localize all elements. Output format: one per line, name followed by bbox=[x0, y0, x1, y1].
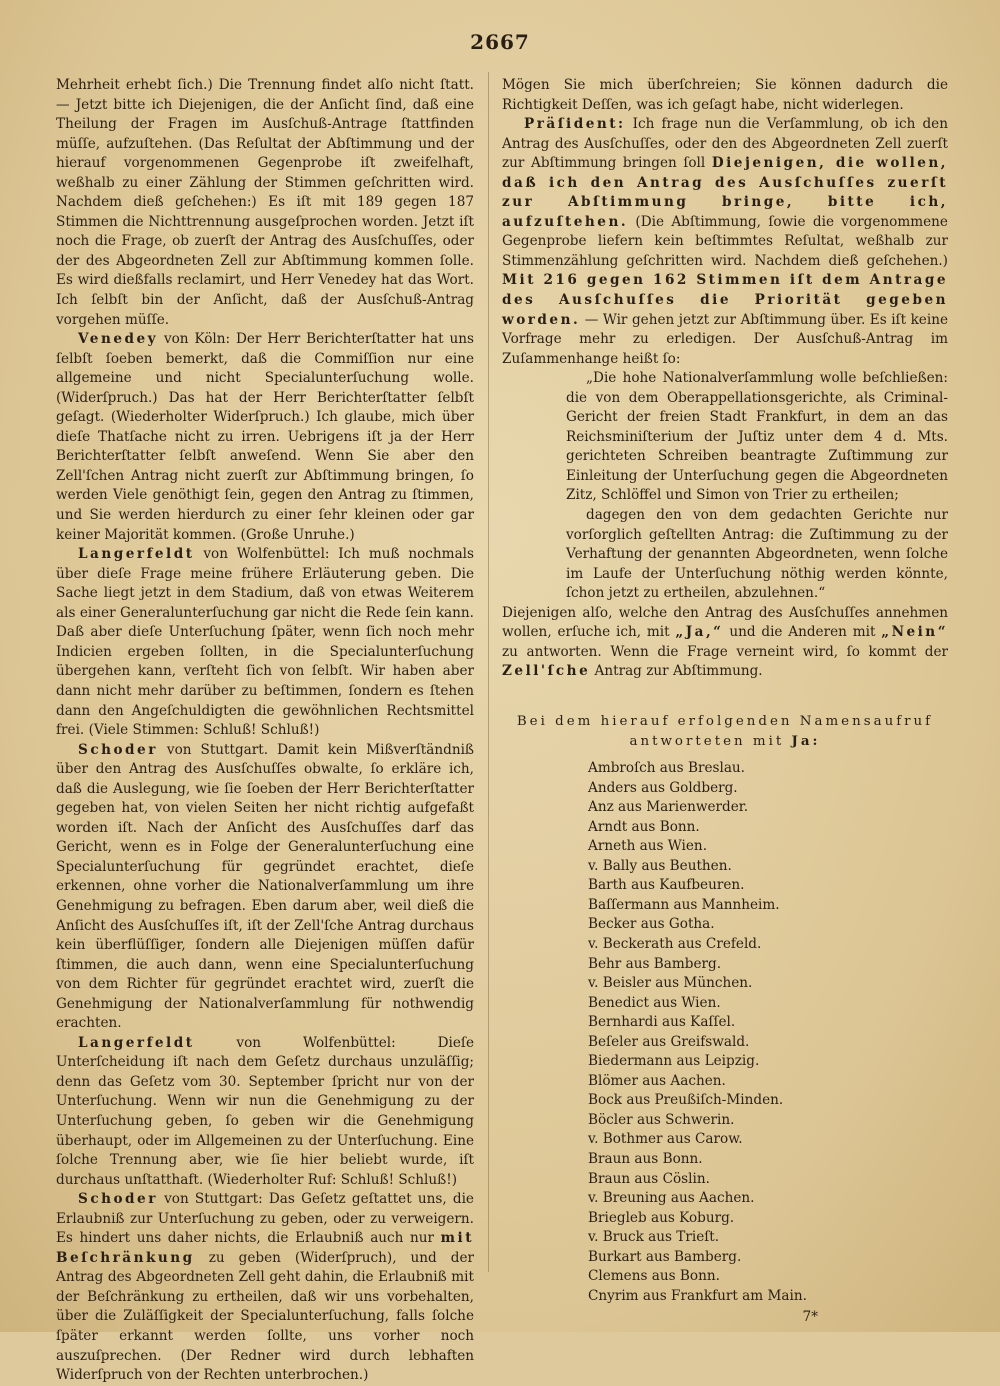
speech-text: von Stuttgart. Damit kein Mißverſtändniß über den Antrag des Ausſchuſſes obwalte, ſo erkläre ich, daß die Auslegung, wie ſie ſoeben der Herr Berichterſtatter gegeben hat, von vielen Seiten her nicht richtig aufgefaßt worden iſt. Nach der Anſicht des Ausſchuſſes darf das Gericht, wenn es in Folge der Generalunterſuchung eine Specialunterſuchung für gegründet erachtet, dieſe erkennen, ohne vorher die Nationalverſammlung um ihre Genehmigung zu befragen. Eben darum aber, weil dieß die Anſicht des Ausſchuſſes iſt, iſt der Zell'ſche Antrag durchaus kein überflüſſiger, ſondern alle Diejenigen müſſen dafür ſtimmen, die auch dann, wenn eine Specialunterſuchung von dem Richter für gegründet erachtet wird, zuerſt die Genehmigung der Nationalverſammlung für nothwendig erachten. bbox=[56, 741, 474, 1032]
speech-text: von Köln: Der Herr Berichterſtatter hat uns ſelbſt ſoeben bemerkt, daß die Commiſſion nur eine allgemeine und nicht Specialunterſuchung wolle. (Widerſpruch.) Das hat der Herr Berichterſtatter ſelbſt geſagt. (Wiederholter Widerſpruch.) Ich glaube, mich über dieſe Thatſache nicht zu irren. Uebrigens iſt ja der Herr Berichterſtatter ſelbſt anweſend. Wenn Sie aber den Zell'ſchen Antrag nicht zuerſt zur Abſtimmung bringen, ſo werden Viele genöthigt ſein, gegen den Antrag zu ſtimmen, und Sie werden hierdurch zu einer ſehr kleinen oder gar keiner Majorität kommen. (Große Unruhe.) bbox=[56, 331, 474, 543]
emphasis-text: Zell'ſche bbox=[502, 663, 591, 680]
name-list-item: v. Breuning aus Aachen. bbox=[588, 1190, 755, 1207]
paragraph bbox=[56, 741, 474, 1034]
name-list-item: v. Beisler aus München. bbox=[588, 975, 753, 992]
heading-line: Bei dem hierauf erfolgenden Namensaufruf bbox=[516, 713, 934, 729]
emphasis-text: Diejenigen, die wollen, daß ich den Antrag des Ausſchuſſes zuerſt zur Abſtimmung bringe, bitte ich, aufzuſtehen. bbox=[502, 155, 948, 230]
name-list-item: v. Bruck aus Trieſt. bbox=[588, 1229, 720, 1246]
emphasis-text: mit Beſchränkung bbox=[56, 1230, 474, 1266]
speech-text: zu antworten. Wenn die Frage verneint wird, ſo kommt der bbox=[502, 643, 948, 660]
heading-text: antworteten mit bbox=[629, 733, 785, 749]
name-list-item: Braun aus Cöslin. bbox=[588, 1170, 710, 1187]
speech-text: — Wir gehen jetzt zur Abſtimmung über. Es iſt keine Vorfrage mehr zu erledigen. Der Ausſchuß-Antrag im Zuſammenhange heißt ſo: bbox=[502, 311, 948, 367]
name-list-item: Ambroſch aus Breslau. bbox=[588, 760, 746, 777]
left-column bbox=[56, 76, 474, 1386]
name-list-item: Benedict aus Wien. bbox=[588, 994, 721, 1011]
name-list-item: Biedermann aus Leipzig. bbox=[588, 1053, 760, 1070]
paragraph: Mehrheit erhebt ſich.) Die Trennung findet alſo nicht ſtatt. — Jetzt bitte ich Diejenigen, die der Anſicht ſind, daß eine Theilung der Fragen im Ausſchuß-Antrage ſtattfinden müſſe, aufzuſtehen. (Das Reſultat der Abſtimmung und der hierauf vorgenommenen Gegenprobe iſt zweifelhaft, weßhalb zu einer Zählung der Stimmen geſchritten wird. Nachdem dieß geſchehen:) Es iſt mit 189 gegen 187 Stimmen die Nichttrennung ausgeſprochen worden. Jetzt iſt noch die Frage, ob zuerſt der Antrag des Ausſchuſſes, oder der des Abgeordneten Zell zur Abſtimmung kommen ſolle. Es wird dießfalls reclamirt, und Herr Venedey hat das Wort. Ich ſelbſt bin der Anſicht, daß der Ausſchuß-Antrag vorgehen müſſe. bbox=[56, 77, 474, 328]
name-list bbox=[588, 759, 948, 1306]
quote-paragraph: „Die hohe Nationalverſammlung wolle beſchließen: die von dem Oberappellationsgerichte, als Criminal-Gericht der freien Stadt Frankfurt, in dem an das Reichsminiſterium der Juſtiz unter dem 4 d. Mts. gerichteten Schreiben beantragte Zuſtimmung zur Einleitung der Unterſuchung gegen die Abgeordneten Zitz, Schlöffel und Simon von Trier zu ertheilen; bbox=[566, 370, 948, 504]
paragraph bbox=[56, 1034, 474, 1190]
speech-text: von Wolfenbüttel: Ich muß nochmals über dieſe Frage meine frühere Erläuterung geben. Die Sache liegt jetzt in dem Stadium, daß von etwas Weiterem als einer Generalunterſuchung gar nicht die Rede ſein kann. Daß aber dieſe Unterſuchung ſpäter, wenn ſich noch mehr Indicien ergeben ſollten, in die Specialunterſuchung übergehen kann, verſteht ſich von ſelbſt. Wir haben aber dann nicht mehr darüber zu beſtimmen, ſondern es ſtehen dann den Angeſchuldigten die gewöhnlichen Rechtsmittel frei. (Viele Stimmen: Schluß! Schluß!) bbox=[56, 546, 474, 739]
name-list-item: Behr aus Bamberg. bbox=[588, 955, 722, 972]
speech-text: und die Anderen mit bbox=[729, 624, 876, 641]
name-list-item: Bernhardi aus Kaſſel. bbox=[588, 1014, 736, 1031]
speech-text: Antrag zur Abſtimmung. bbox=[594, 663, 763, 680]
paragraph bbox=[56, 545, 474, 740]
speaker-name: Schoder bbox=[78, 741, 158, 758]
page-number: 2667 bbox=[470, 30, 530, 54]
speech-text: (Die Abſtimmung, ſowie die vorgenommene Gegenprobe liefern kein beſtimmtes Reſultat, weßhalb zur Stimmenzählung geſchritten wird. Nachdem dieß geſchehen.) bbox=[502, 213, 948, 269]
speaker-name: Präſident: bbox=[524, 116, 626, 133]
name-list-item: Burkart aus Bamberg. bbox=[588, 1248, 742, 1265]
emphasis-text: Mit 216 gegen 162 Stimmen iſt dem Antrage des Ausſchuſſes die Priorität gegeben worden. bbox=[502, 272, 948, 328]
heading-line bbox=[502, 732, 948, 752]
name-list-item: Barth aus Kaufbeuren. bbox=[588, 877, 745, 894]
name-list-item: Briegleb aus Koburg. bbox=[588, 1209, 735, 1226]
motion-quote bbox=[502, 369, 948, 604]
emphasis-text: „Nein“ bbox=[881, 624, 949, 641]
name-list-item: Beſeler aus Greifswald. bbox=[588, 1033, 750, 1050]
roll-call-heading bbox=[502, 712, 948, 751]
name-list-item: Cnyrim aus Frankfurt am Main. bbox=[588, 1287, 807, 1304]
name-list-item: Becker aus Gotha. bbox=[588, 916, 715, 933]
name-list-item: v. Bally aus Beuthen. bbox=[588, 857, 732, 874]
quote-paragraph: dagegen den von dem gedachten Gerichte nur vorſorglich geſtellten Antrag: die Zuſtimmung zu der Verhaftung der genannten Abgeordneten, wenn ſolche im Laufe der Unterſuchung nöthig werden könnte, ſchon jetzt zu ertheilen, abzulehnen.“ bbox=[566, 507, 948, 602]
name-list-item: Blömer aus Aachen. bbox=[588, 1072, 726, 1089]
signature-mark: 7* bbox=[802, 1309, 818, 1326]
name-list-item: Baſſermann aus Mannheim. bbox=[588, 896, 780, 913]
emphasis-text: „Ja,“ bbox=[675, 624, 724, 641]
name-list-item: v. Beckerath aus Crefeld. bbox=[588, 935, 762, 952]
name-list-item: Anders aus Goldberg. bbox=[588, 779, 738, 796]
name-list-item: Anz aus Marienwerder. bbox=[588, 799, 749, 816]
paragraph bbox=[502, 115, 948, 369]
name-list-item: v. Bothmer aus Carow. bbox=[588, 1131, 743, 1148]
speech-text: Diejenigen alſo, welche den Antrag des Ausſchuſſes annehmen wollen, erſuche ich, mit bbox=[502, 604, 948, 641]
name-list-item: Braun aus Bonn. bbox=[588, 1150, 703, 1167]
speech-text: zu geben (Widerſpruch), und der Antrag des Abgeordneten Zell geht dahin, die Erlaubniß mit der Beſchränkung zu ertheilen, daß wir uns vorbehalten, über die Zuläſſigkeit der Specialunterſuchung, falls ſolche ſpäter erkannt werden ſollte, uns vorher noch auszuſprechen. (Der Redner wird durch lebhaften Widerſpruch von der Rechten unterbrochen.) bbox=[56, 1249, 474, 1384]
paragraph bbox=[56, 1190, 474, 1385]
name-list-item: Arneth aus Wien. bbox=[588, 838, 708, 855]
name-list-item: Arndt aus Bonn. bbox=[588, 818, 700, 835]
speech-text: Ich frage nun die Verſammlung, ob ich den Antrag des Ausſchuſſes, oder den des Abgeordneten Zell zuerſt zur Abſtimmung bringen ſoll bbox=[502, 116, 948, 172]
name-list-item: Clemens aus Bonn. bbox=[588, 1268, 720, 1285]
speaker-name: Langerfeldt bbox=[78, 1034, 195, 1051]
paragraph: Mögen Sie mich überſchreien; Sie können dadurch die Richtigkeit Deſſen, was ich geſagt habe, nicht widerlegen. bbox=[502, 77, 948, 113]
paragraph bbox=[56, 330, 474, 545]
paragraph bbox=[502, 604, 948, 682]
speaker-name: Schoder bbox=[78, 1191, 158, 1208]
column-divider bbox=[488, 72, 489, 1272]
speaker-name: Venedey bbox=[78, 331, 159, 348]
name-list-item: Bock aus Preußiſch-Minden. bbox=[588, 1092, 784, 1109]
speech-text: von Stuttgart: Das Geſetz geſtattet uns, die Erlaubniß zur Unterſuchung zu geben, oder zu verweigern. Es hindert uns daher nichts, die Erlaubniß auch nur bbox=[56, 1191, 474, 1247]
speech-text: von Wolfenbüttel: Dieſe Unterſcheidung iſt nach dem Geſetz durchaus unzuläſſig; denn das Geſetz vom 30. September ſpricht nur von der Unterſuchung. Wenn wir nun die Genehmigung zu der Unterſuchung geben, ſo geben wir die Genehmigung überhaupt, oder im Allgemeinen zu der Unterſuchung. Eine ſolche Trennung aber, wie ſie hier beliebt wurde, iſt durchaus unſtatthaft. (Wiederholter Ruf: Schluß! Schluß!) bbox=[56, 1034, 474, 1188]
speaker-name: Langerfeldt bbox=[78, 546, 195, 563]
heading-ja: Ja: bbox=[791, 732, 821, 749]
name-list-item: Böcler aus Schwerin. bbox=[588, 1111, 735, 1128]
right-column bbox=[502, 76, 948, 1328]
